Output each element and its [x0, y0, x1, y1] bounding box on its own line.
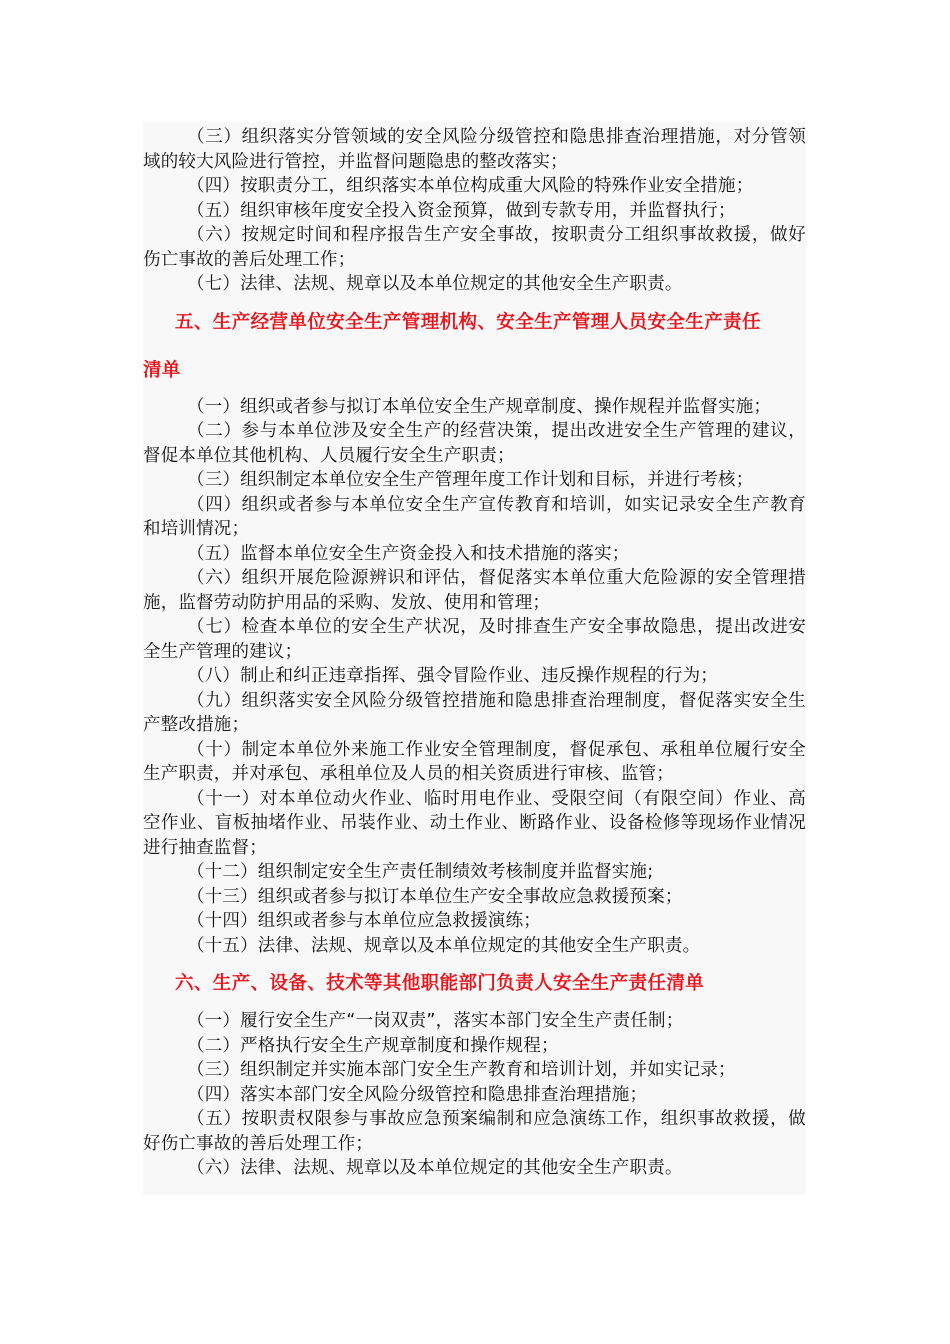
paragraph: （十五）法律、法规、规章以及本单位规定的其他安全生产职责。 — [187, 935, 701, 956]
section-five-heading: 五、生产经营单位安全生产管理机构、安全生产管理人员安全生产责任 — [175, 311, 761, 333]
paragraph: （三）组织制定本单位安全生产管理年度工作计划和目标，并进行考核； — [187, 470, 754, 490]
paragraph: （十一）对本单位动火作业、临时用电作业、受限空间（有限空间）作业、高空作业、盲板抽堵作业、吊装作业、动土作业、断路作业、设备检修等现场作业情况进行抽查监督； — [143, 788, 806, 858]
paragraph: （三）组织落实分管领域的安全风险分级管控和隐患排查治理措施，对分管领域的较大风险进行管控，并监督问题隐患的整改落实； — [143, 127, 806, 172]
paragraph: （五）监督本单位安全生产资金投入和技术措施的落实； — [187, 543, 630, 564]
paragraph: （六）法律、法规、规章以及本单位规定的其他安全生产职责。 — [187, 1158, 683, 1178]
document-page — [143, 122, 806, 1195]
paragraph: （十）制定本单位外来施工作业安全管理制度，督促承包、承租单位履行安全生产职责，并对承包、承租单位及人员的相关资质进行审核、监管； — [143, 739, 806, 784]
paragraph: （三）组织制定并实施本部门安全生产教育和培训计划，并如实记录； — [187, 1060, 736, 1080]
paragraph: （五）组织审核年度安全投入资金预算，做到专款专用，并监督执行； — [187, 200, 736, 221]
paragraph: （二）严格执行安全生产规章制度和操作规程； — [187, 1035, 559, 1056]
paragraph: （十四）组织或者参与本单位应急救援演练； — [187, 911, 541, 931]
paragraph: （七）检查本单位的安全生产状况，及时排查生产安全事故隐患，提出改进安全生产管理的建议； — [143, 617, 806, 662]
paragraph: （九）组织落实安全风险分级管控措施和隐患排查治理制度，督促落实安全生产整改措施； — [143, 690, 806, 735]
paragraph: （六）按规定时间和程序报告生产安全事故，按职责分工组织事故救援，做好伤亡事故的善后处理工作； — [143, 225, 806, 270]
paragraph: （十三）组织或者参与拟订本单位生产安全事故应急救援预案； — [187, 886, 683, 907]
paragraph: （七）法律、法规、规章以及本单位规定的其他安全生产职责。 — [187, 274, 683, 294]
paragraph: （八）制止和纠正违章指挥、强令冒险作业、违反操作规程的行为； — [187, 666, 718, 686]
section-six-heading: 六、生产、设备、技术等其他职能部门负责人安全生产责任清单 — [175, 973, 705, 994]
paragraph: （四）组织或者参与本单位安全生产宣传教育和培训，如实记录安全生产教育和培训情况； — [143, 494, 806, 539]
paragraph: （十二）组织制定安全生产责任制绩效考核制度并监督实施; — [187, 862, 654, 882]
paragraph: （一）履行安全生产“一岗双责”，落实本部门安全生产责任制； — [187, 1011, 684, 1031]
paragraph: （二）参与本单位涉及安全生产的经营决策，提出改进安全生产管理的建议，督促本单位其他机构、人员履行安全生产职责； — [143, 421, 806, 466]
paragraph: （六）组织开展危险源辨识和评估，督促落实本单位重大危险源的安全管理措施，监督劳动防护用品的采购、发放、使用和管理； — [143, 568, 806, 613]
paragraph: （一）组织或者参与拟订本单位安全生产规章制度、操作规程并监督实施； — [187, 396, 772, 417]
paragraph: （四）按职责分工，组织落实本单位构成重大风险的特殊作业安全措施； — [187, 176, 754, 196]
paragraph: （四）落实本部门安全风险分级管控和隐患排查治理措施； — [187, 1084, 648, 1105]
section-five-heading-continued: 清单 — [143, 359, 181, 381]
paragraph: （五）按职责权限参与事故应急预案编制和应急演练工作，组织事故救援，做好伤亡事故的善后处理工作； — [143, 1109, 806, 1154]
